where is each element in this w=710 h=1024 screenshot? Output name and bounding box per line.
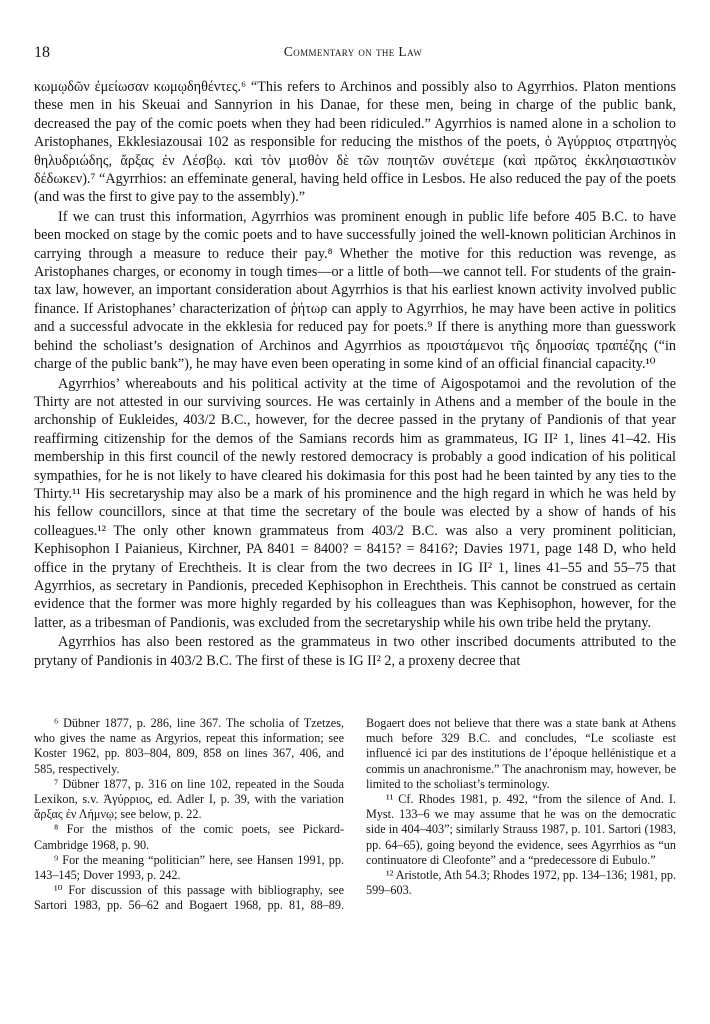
paragraph-2: If we can trust this information, Agyrrhios was prominent enough in public life before 405 B.C. to have been mocked on stage by the comic poets and to have successfully joined the well-known politician Archinos in carrying through a measure to reduce their pay.⁸ Whether the motive for this reduction was revenge, as Aristophanes charges, or economy in tough times—or a little of both—we cannot tell. For students of the grain-tax law, however, an important consideration about Agyrrhios is that his earliest known activity involved public finance. If Aristophanes’ characterization of ῥήτωρ can apply to Agyrrhios, he may have been active in politics and a successful advocate in the ekklesia for reduced pay for poets.⁹ If there is anything more than guesswork behind the scholiast’s designation of Archinos and Agyrrhios as προιστάμενοι τῆς δημοσίας τραπέζης (“in charge of the public bank”), he may have even been operating in some kind of an official financial capacity.¹⁰ [34, 208, 676, 373]
page-number: 18 [34, 44, 50, 61]
footnote-9: ⁹ For the meaning “politician” here, see Hansen 1991, pp. 143–145; Dover 1993, p. 242. [34, 852, 344, 883]
footnote-10: ¹⁰ For discussion of this passage with bibliography, see Sartori 1983, pp. 56–62 and Bogaert 1968, pp. 81, 88–89. Bogaert does not believe that there was a state bank at Athens much before 329 B.C. and concludes, “Le scoliaste est influencé ici par des institutions de l’époque hellénistique et a commis un anachronisme.” The anachronism may, however, be limited to the scholiast’s terminology. [34, 716, 676, 913]
paragraph-1: κωμῳδῶν ἐμείωσαν κωμῳδηθέντες.⁶ “This refers to Archinos and possibly also to Agyrrhios. Platon mentions these men in his Skeuai and Sannyrion in his Danae, for these men, being in charge of the public bank, decreased the pay of the comic poets when they had been ridiculed.” Agyrrhios is named alone in a scholion to Aristophanes, Ekklesiazousai 102 as responsible for reducing the misthos of the poets, ὁ Ἀγύρριος στρατηγὸς θηλυδριώδης, ἄρξας ἐν Λέσβῳ. καὶ τὸν μισθὸν δὲ τῶν ποιητῶν συνέτεμε (καὶ πρῶτος ἐκκλησιαστικὸν δέδωκεν).⁷ “Agyrrhios: an effeminate general, having held office in Lesbos. He also reduced the pay of the poets (and was the first to give pay to the assembly).” [34, 79, 676, 206]
running-title: Commentary on the Law [283, 44, 423, 59]
page-header [34, 44, 672, 64]
main-text [34, 78, 676, 671]
footnote-12: ¹² Aristotle, Ath 54.3; Rhodes 1972, pp. 134–136; 1981, pp. 599–603. [366, 868, 676, 898]
footnote-11: ¹¹ Cf. Rhodes 1981, p. 492, “from the silence of And. I. Myst. 133–6 we may assume that he was on the democratic side in 404–403”; similarly Strauss 1987, p. 101. Sartori (1983, pp. 64–65), going beyond the evidence, sees Agyrrhios as “un continuatore di Cleofonte” and a “predecessore di Eubulo.” [366, 792, 676, 867]
footnote-7: ⁷ Dübner 1877, p. 316 on line 102, repeated in the Souda Lexikon, s.v. Ἀγύρριος, ed. Adler I, p. 39, with the variation ἄρξας ἐν Λήμνῳ; see below, p. 22. [34, 776, 344, 822]
footnote-6: ⁶ Dübner 1877, p. 286, line 367. The scholia of Tzetzes, who gives the name as Argyrios, repeat this information; see Koster 1962, pp. 803–804, 809, 858 on lines 367, 406, and 585, respectively. [34, 716, 344, 776]
paragraph-3: Agyrrhios’ whereabouts and his political activity at the time of Aigospotamoi and the revolution of the Thirty are not attested in our surviving sources. He was certainly in Athens and a member of the boule in the archonship of Eukleides, 403/2 B.C., however, for the decree passed in the prytany of Pandionis of that year reaffirming citizenship for the demos of the Samians records him as grammateus, IG II² 1, lines 41–42. His membership in this first council of the newly restored democracy is probably a good indication of his political sympathies, for he is not likely to have cleared his dokimasia for this post had he been tainted by any ties to the Thirty.¹¹ His secretaryship may also be a mark of his prominence and the high regard in which he was held by his fellow councillors, since at that time the secretary of the boule was elected by a show of hands of his colleagues.¹² The only other known grammateus from 403/2 B.C. was also a very prominent politician, Kephisophon I Paianieus, Kirchner, PA 8401 = 8400? = 8415? = 8416?; Davies 1971, page 148 D, who held office in the prytany of Erechtheis. It is clear from the two decrees in IG II² 1, lines 41–55 and 55–75 that Agyrrhios, as secretary in Pandionis, preceded Kephisophon in Erechtheis. This cannot be construed as certain evidence that the former was more highly regarded by his colleagues than was Kephisophon, however, for the latter, as a tribesman of Pandionis, was excluded from the secretaryship while his own tribe held the prytany. [34, 375, 676, 631]
footnote-8: ⁸ For the misthos of the comic poets, see Pickard-Cambridge 1968, p. 90. [34, 822, 344, 852]
footnotes [34, 716, 676, 914]
paragraph-4: Agyrrhios has also been restored as the grammateus in two other inscribed documents attributed to the prytany of Pandionis in 403/2 B.C. The first of these is IG II² 2, a proxeny decree that [34, 634, 676, 669]
